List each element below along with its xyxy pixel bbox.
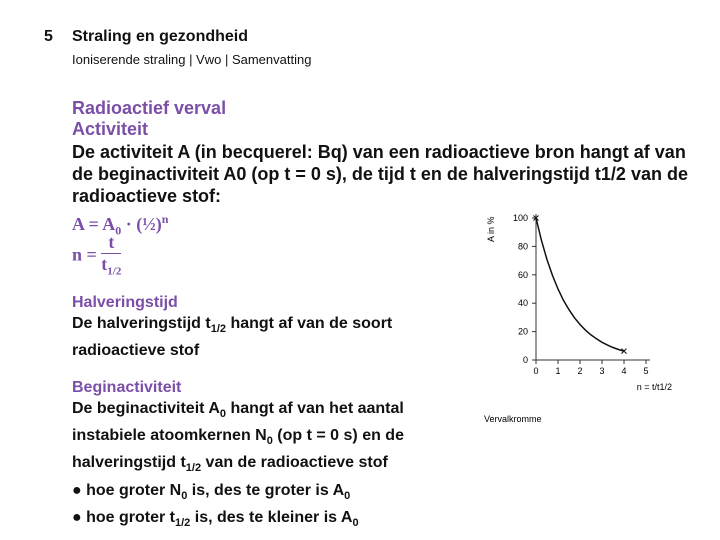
decay-chart bbox=[480, 200, 700, 440]
text-run: ● hoe groter t bbox=[72, 508, 175, 526]
chart-axes bbox=[536, 214, 650, 360]
text-run: is, des te kleiner is A bbox=[190, 508, 353, 526]
text-subscript: 1/2 bbox=[185, 462, 202, 475]
text-subscript: 0 bbox=[352, 516, 359, 529]
formula-n bbox=[72, 232, 121, 278]
formula-equals: = bbox=[88, 214, 99, 234]
formula-exponent: n bbox=[161, 212, 169, 226]
chart-y-ticks bbox=[513, 213, 536, 365]
formula-fraction bbox=[101, 232, 121, 278]
x-tick-label: 5 bbox=[643, 366, 649, 376]
x-tick-label: 3 bbox=[599, 366, 605, 376]
formula-subscript: 0 bbox=[115, 223, 122, 238]
beginactiviteit-section bbox=[72, 377, 472, 534]
chapter-number: 5 bbox=[44, 28, 53, 45]
y-tick-label: 60 bbox=[517, 269, 528, 280]
chart-y-axis-label: A in % bbox=[486, 216, 496, 242]
text-subscript: 0 bbox=[344, 489, 351, 502]
text-run: De halveringstijd t bbox=[72, 315, 211, 332]
text-subscript: 0 bbox=[181, 489, 188, 502]
formula-half-factor: · (½) bbox=[125, 214, 162, 234]
activiteit-line-2: de beginactiviteit A0 (op t = 0 s), de tijd t en de halveringstijd t1/2 van de bbox=[72, 164, 688, 184]
chart-x-ticks bbox=[533, 360, 648, 376]
y-tick-label: 80 bbox=[517, 241, 528, 252]
denominator-symbol: t bbox=[101, 254, 108, 274]
text-subscript: 0 bbox=[219, 408, 227, 421]
text-run: van de radioactieve stof bbox=[201, 454, 388, 472]
page-subtitle: Ioniserende straling | Vwo | Samenvatting bbox=[72, 52, 312, 67]
beginactiviteit-line-3 bbox=[72, 452, 472, 479]
formula-symbol: A bbox=[72, 214, 85, 234]
formula-symbol: n bbox=[72, 244, 83, 265]
fraction-denominator bbox=[101, 254, 121, 278]
bullet-item-1 bbox=[72, 480, 472, 507]
text-subscript: 1/2 bbox=[175, 516, 191, 529]
fraction-numerator: t bbox=[101, 232, 121, 254]
text-run: hangt af van het aantal bbox=[226, 400, 404, 417]
text-run: (op t = 0 s) en de bbox=[272, 427, 404, 445]
bullet-item-2 bbox=[72, 507, 472, 534]
x-tick-label: 0 bbox=[533, 366, 539, 376]
chart-markers bbox=[534, 216, 627, 354]
activiteit-line-1: De activiteit A (in becquerel: Bq) van een radioactieve bron hangt af van bbox=[72, 142, 686, 162]
y-tick-label: 40 bbox=[517, 298, 528, 309]
section-title-activiteit: Activiteit bbox=[72, 119, 149, 139]
text-subscript: 0 bbox=[266, 435, 273, 448]
formula-equals: = bbox=[86, 244, 97, 265]
text-run: halveringstijd t bbox=[72, 454, 186, 472]
beginactiviteit-line-1 bbox=[72, 398, 472, 425]
activiteit-text bbox=[72, 141, 688, 207]
beginactiviteit-title: Beginactiviteit bbox=[72, 379, 182, 396]
decay-curve bbox=[536, 218, 624, 351]
y-tick-label: 100 bbox=[512, 213, 528, 223]
x-tick-label: 1 bbox=[555, 366, 561, 376]
chart-caption: Vervalkromme bbox=[484, 414, 542, 424]
halveringstijd-line-2: radioactieve stof bbox=[72, 342, 200, 360]
text-run: is, des te groter is A bbox=[187, 481, 345, 499]
chapter-title: Straling en gezondheid bbox=[72, 28, 249, 45]
activiteit-line-3: radioactieve stof: bbox=[72, 186, 222, 206]
y-tick-label: 0 bbox=[522, 355, 528, 365]
halveringstijd-section bbox=[72, 292, 472, 361]
text-run: De beginactiviteit A bbox=[72, 400, 220, 417]
section-title-radioactief-verval: Radioactief verval bbox=[72, 98, 227, 118]
y-tick-label: 20 bbox=[517, 326, 528, 337]
chart-x-axis-label: n = t/t1/2 bbox=[636, 382, 672, 392]
formula-symbol: A bbox=[102, 214, 116, 234]
halveringstijd-title: Halveringstijd bbox=[72, 294, 178, 311]
x-tick-label: 2 bbox=[577, 366, 583, 376]
text-run: hangt af van de soort bbox=[226, 315, 393, 332]
halveringstijd-line-1 bbox=[72, 313, 472, 340]
text-subscript: 1/2 bbox=[210, 323, 226, 336]
denominator-subscript: 1/2 bbox=[107, 265, 122, 278]
beginactiviteit-line-2 bbox=[72, 425, 472, 452]
text-run: ● hoe groter N bbox=[72, 481, 182, 499]
text-run: instabiele atoomkernen N bbox=[72, 427, 267, 445]
x-tick-label: 4 bbox=[621, 366, 627, 376]
